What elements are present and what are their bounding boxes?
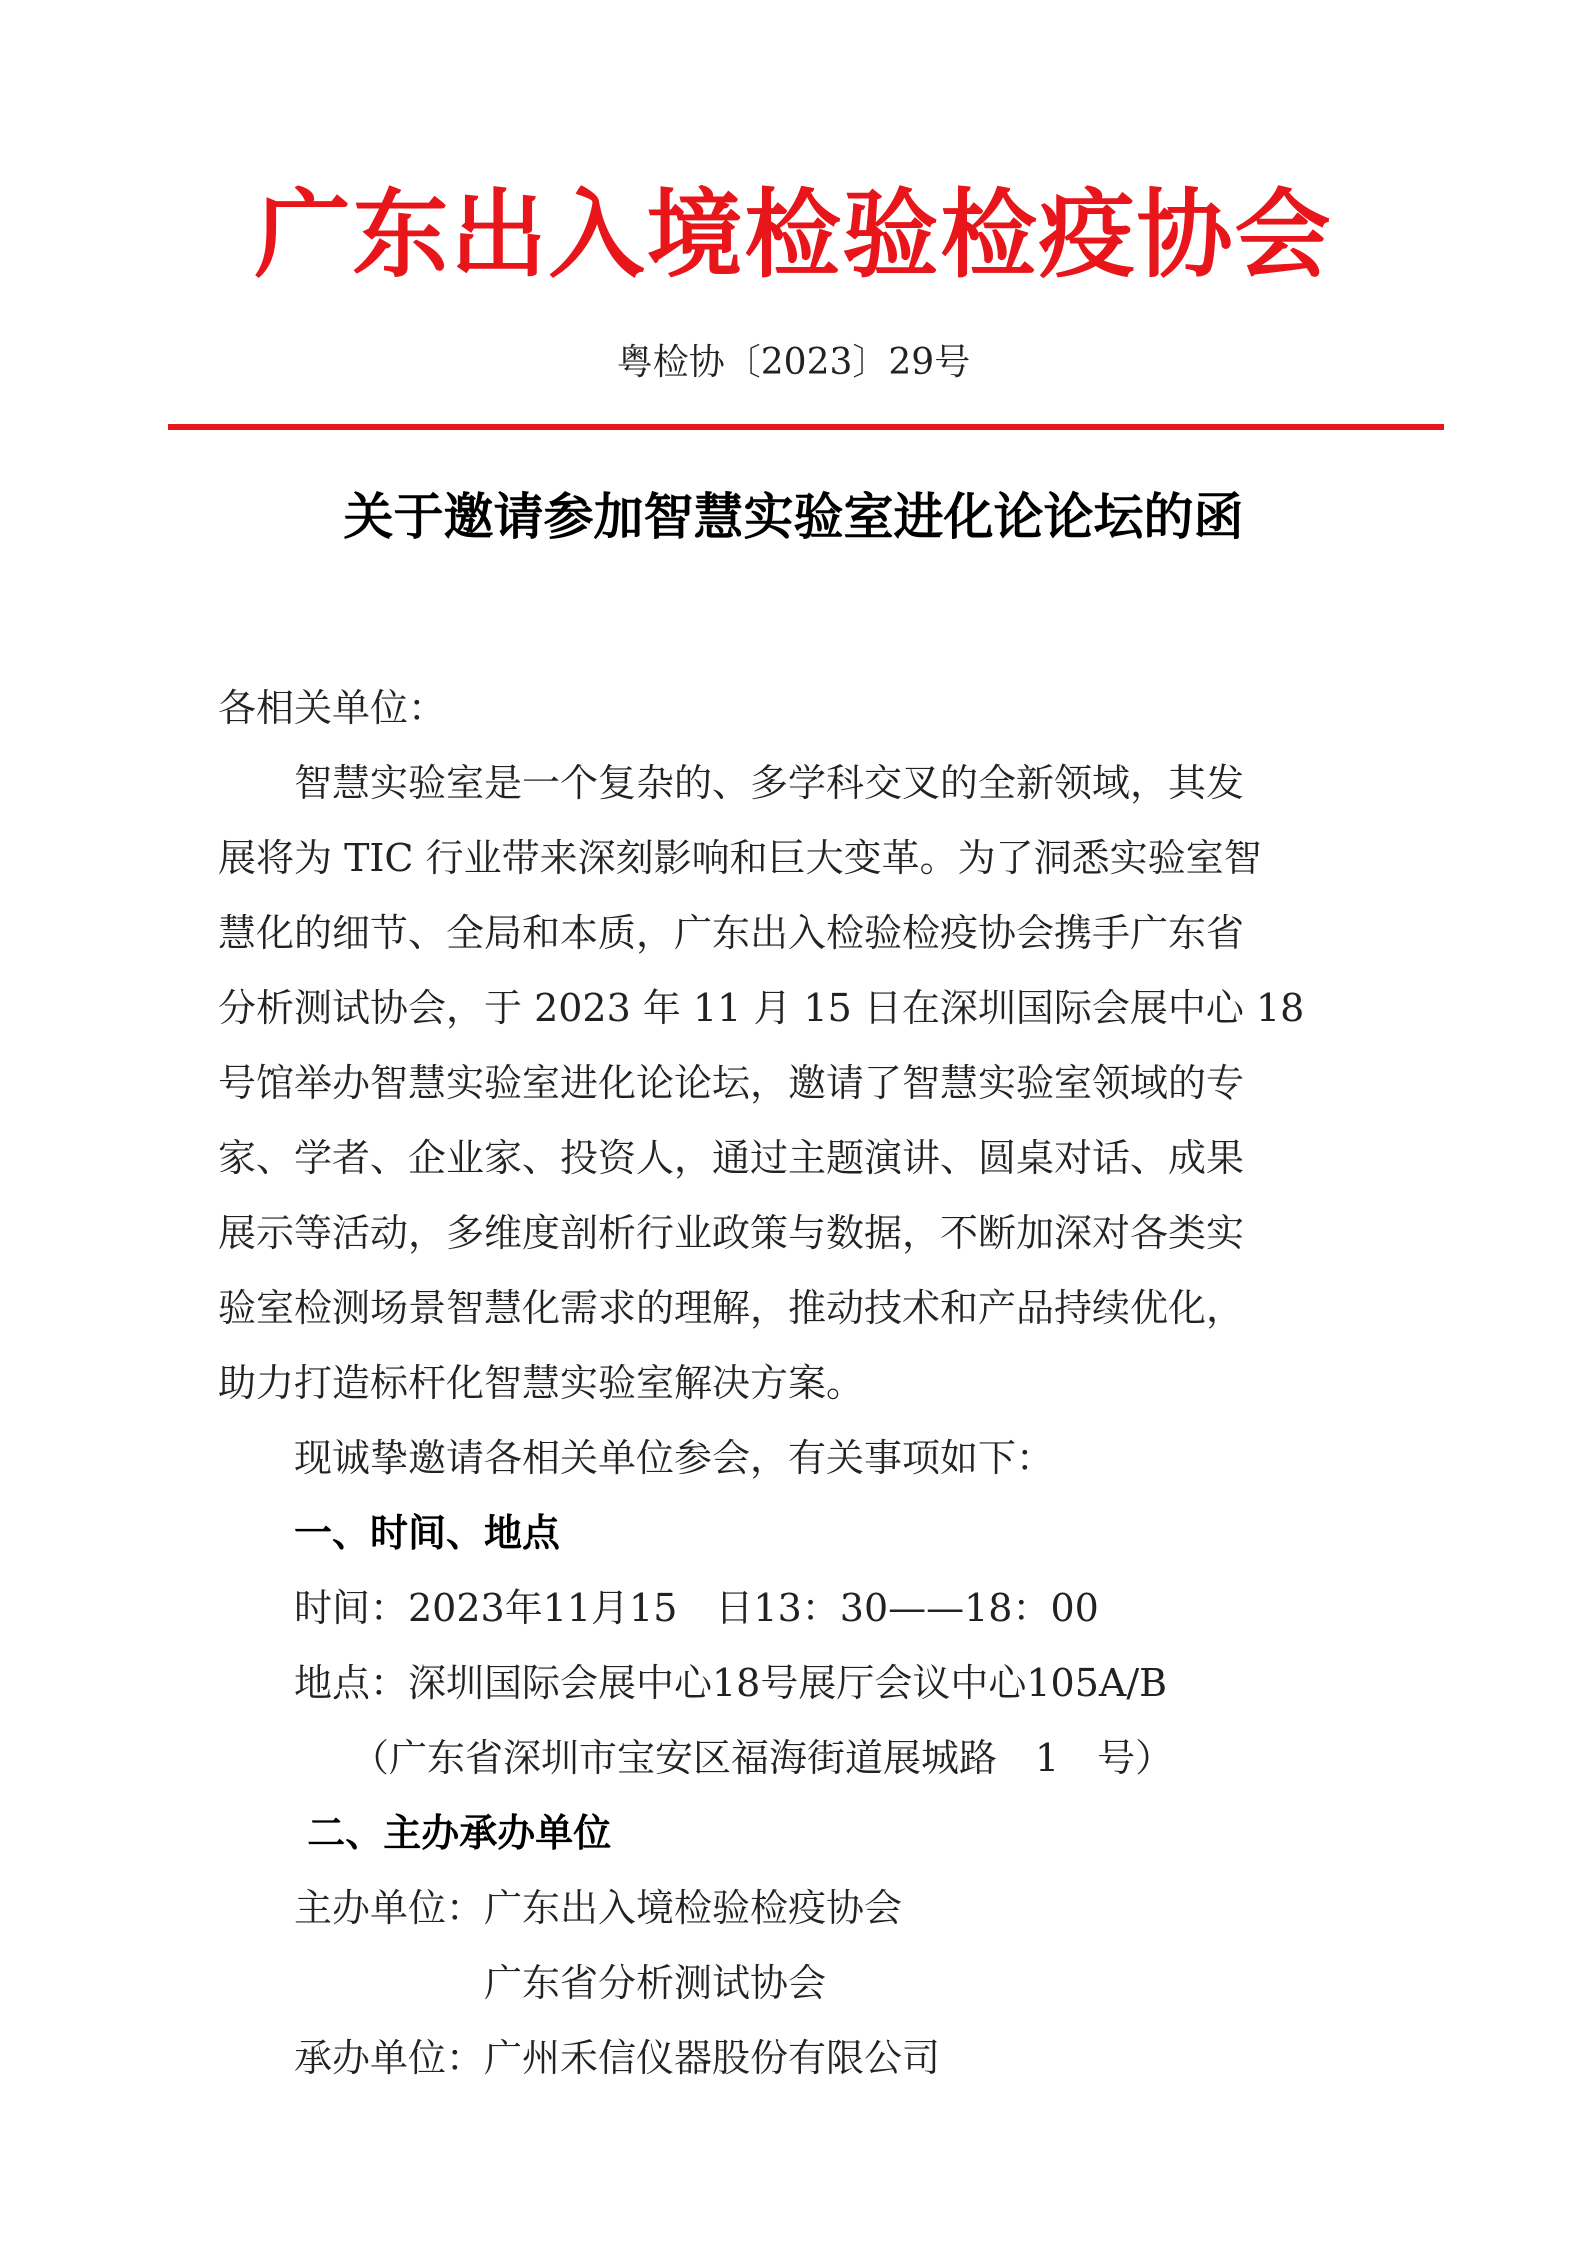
event-time: 时间：2023年11月15 日13：30——18：00: [218, 1586, 1099, 1630]
host-unit-second: 广东省分析测试协会: [218, 1961, 827, 2005]
paragraph-line: 验室检测场景智慧化需求的理解，推动技术和产品持续优化，: [218, 1286, 1245, 1330]
paragraph-line: 助力打造标杆化智慧实验室解决方案。: [218, 1361, 865, 1405]
organizer-unit: 承办单位：广州禾信仪器股份有限公司: [218, 2036, 941, 2080]
event-address: （广东省深圳市宝安区福海街道展城路 1 号）: [218, 1736, 1174, 1780]
paragraph-line: 分析测试协会，于 2023 年 11 月 15 日在深圳国际会展中心 18: [218, 986, 1305, 1030]
paragraph-line: 家、学者、企业家、投资人，通过主题演讲、圆桌对话、成果: [218, 1136, 1245, 1180]
paragraph-line: 展示等活动，多维度剖析行业政策与数据，不断加深对各类实: [218, 1211, 1245, 1255]
host-unit: 主办单位：广东出入境检验检疫协会: [218, 1886, 903, 1930]
section-heading-time-place: 一、时间、地点: [218, 1510, 561, 1555]
invitation-line: 现诚挚邀请各相关单位参会，有关事项如下：: [218, 1436, 1055, 1480]
paragraph-line: 号馆举办智慧实验室进化论论坛，邀请了智慧实验室领域的专: [218, 1061, 1245, 1105]
document-title: 关于邀请参加智慧实验室进化论论坛的函: [343, 487, 1244, 546]
section-heading-organizers: 二、主办承办单位: [218, 1810, 612, 1855]
paragraph-line: 慧化的细节、全局和本质，广东出入检验检疫协会携手广东省: [218, 911, 1245, 955]
event-place: 地点：深圳国际会展中心18号展厅会议中心105A/B: [218, 1661, 1168, 1705]
document-number: 粤检协〔2023〕29号: [616, 342, 971, 383]
salutation: 各相关单位：: [218, 686, 447, 730]
letterhead-divider: [168, 424, 1444, 430]
paragraph-line: 展将为 TIC 行业带来深刻影响和巨大变革。为了洞悉实验室智: [218, 836, 1262, 880]
organization-letterhead: 广东出入境检验检疫协会: [254, 178, 1333, 291]
paragraph-line: 智慧实验室是一个复杂的、多学科交叉的全新领域，其发: [218, 761, 1245, 805]
